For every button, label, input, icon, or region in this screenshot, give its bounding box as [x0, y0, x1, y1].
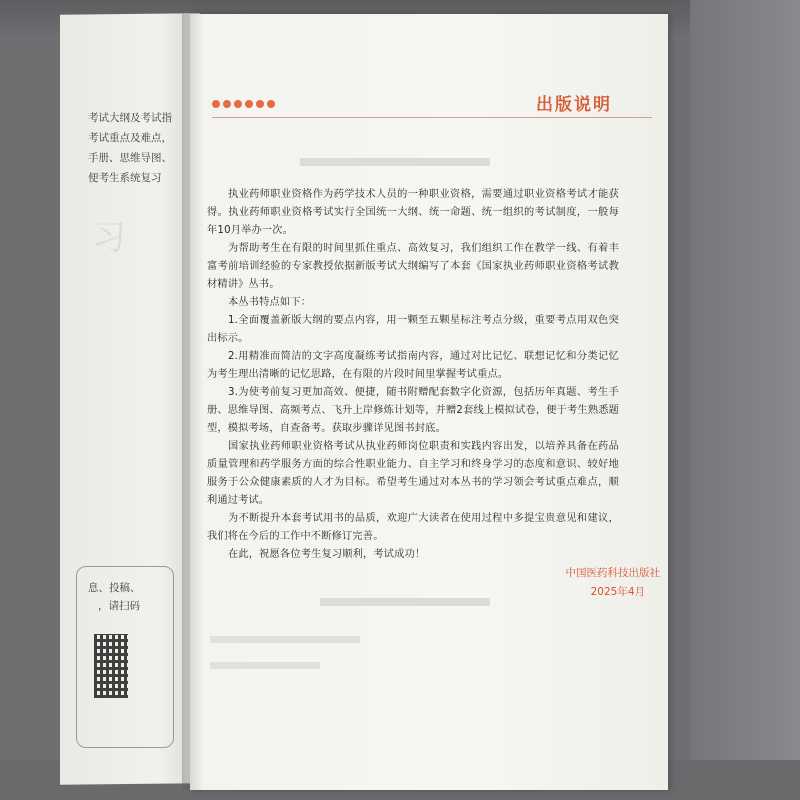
left-page-watermark: 习 — [92, 218, 126, 258]
show-through-text — [210, 636, 360, 643]
paragraph: 3.为使考前复习更加高效、便捷，随书附赠配套数字化资源，包括历年真题、考生手册、思维导图、高频考点、飞升上岸修炼计划等，并赠2套线上模拟试卷，便于考生熟悉题型，模拟考场，自查备考。获取步骤详见图书封底。 — [207, 387, 619, 434]
paragraph: 本丛书特点如下： — [228, 297, 312, 308]
decorative-dot-icon — [212, 100, 220, 108]
left-page-line: 手册、思维导图、 — [88, 152, 172, 164]
left-box-line: ，请扫码 — [98, 600, 140, 612]
decorative-dot-icon — [267, 100, 275, 108]
left-page-line: 考试大纲及考试指 — [88, 112, 172, 124]
header-rule — [212, 117, 652, 118]
left-box-line: 息、投稿、 — [88, 582, 141, 594]
body-text — [207, 186, 619, 564]
publisher-name: 中国医药科技出版社 — [565, 567, 660, 579]
show-through-text — [210, 662, 320, 669]
paragraph: 国家执业药师职业资格考试从执业药师岗位职责和实践内容出发，以培养具备在药品质量管理和药学服务方面的综合性职业能力、自主学习和终身学习的态度和意识、较好地服务于公众健康素质的人才为目标。希望考生通过对本丛书的学习领会考试重点难点，顺利通过考试。 — [207, 441, 619, 506]
decorative-dot-icon — [223, 100, 231, 108]
show-through-text — [300, 158, 490, 166]
show-through-text — [320, 598, 490, 606]
decorative-dot-icon — [245, 100, 253, 108]
header-dots — [212, 100, 275, 110]
page-title: 出版说明 — [536, 95, 612, 115]
paragraph: 2.用精准而简洁的文字高度凝练考试指南内容，通过对比记忆、联想记忆和分类记忆为考生理出清晰的记忆思路，在有限的片段时间里掌握考试重点。 — [207, 351, 619, 380]
paragraph: 在此，祝愿各位考生复习顺利，考试成功！ — [228, 549, 426, 560]
left-page-line: 考试重点及难点， — [88, 132, 172, 144]
paragraph: 为帮助考生在有限的时间里抓住重点、高效复习，我们组织工作在教学一线、有着丰富考前培训经验的专家教授依据新版考试大纲编写了本套《国家执业药师职业资格考试教材精讲》丛书。 — [207, 243, 619, 290]
paragraph: 执业药师职业资格作为药学技术人员的一种职业资格，需要通过职业资格考试才能获得。执业药师职业资格考试实行全国统一大纲、统一命题、统一组织的考试制度，一般每年10月举办一次。 — [207, 189, 619, 236]
paragraph: 1.全面覆盖新版大纲的要点内容，用一颗至五颗星标注考点分级，重要考点用双色突出标示。 — [207, 315, 619, 344]
paragraph: 为不断提升本套考试用书的品质，欢迎广大读者在使用过程中多提宝贵意见和建议，我们将在今后的工作中不断修订完善。 — [207, 513, 619, 542]
publish-date: 2025年4月 — [590, 586, 645, 598]
background-right — [690, 0, 800, 800]
decorative-dot-icon — [234, 100, 242, 108]
left-page-line: 便考生系统复习 — [88, 172, 162, 184]
decorative-dot-icon — [256, 100, 264, 108]
qr-code-icon — [94, 634, 128, 698]
